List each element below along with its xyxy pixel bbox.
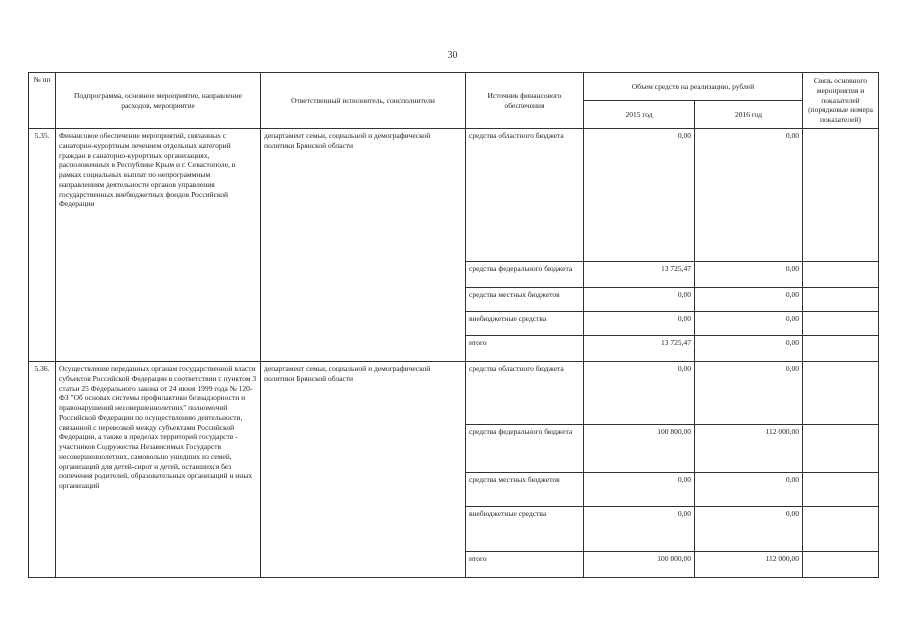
- indicator-link: [803, 362, 879, 425]
- section-number: 5.36.: [29, 362, 56, 578]
- header-year-2015: 2015 год: [584, 101, 695, 129]
- funding-source: средства федерального бюджета: [466, 425, 584, 473]
- funding-source-total: итого: [466, 552, 584, 578]
- header-link: Связь основного мероприятия и показателей (порядковые номера показателей): [803, 73, 879, 129]
- indicator-link: [803, 336, 879, 362]
- indicator-link: [803, 312, 879, 336]
- indicator-link: [803, 507, 879, 552]
- value-2015: 0,00: [584, 312, 695, 336]
- header-year-2016: 2016 год: [695, 101, 803, 129]
- funding-source: средства местных бюджетов: [466, 288, 584, 312]
- indicator-link: [803, 425, 879, 473]
- value-2016: 0,00: [695, 129, 803, 262]
- funding-source: внебюджетные средства: [466, 507, 584, 552]
- funding-source: внебюджетные средства: [466, 312, 584, 336]
- total-2016: 0,00: [695, 336, 803, 362]
- value-2016: 0,00: [695, 288, 803, 312]
- indicator-link: [803, 129, 879, 262]
- indicator-link: [803, 262, 879, 288]
- funding-source: средства федерального бюджета: [466, 262, 584, 288]
- budget-table: [28, 72, 879, 578]
- section-title: Финансовое обеспечение мероприятий, связанных с санаторно-курортным лечением отдельных категорий граждан в санаторно-курортных организациях, расположенных в Республике Крым и г. Севастополе, в рамках социальных выплат по непрограммным направлениям деятельности органов управления государственных внебюджетных фондов Российской Федерации: [56, 129, 261, 362]
- value-2015: 0,00: [584, 288, 695, 312]
- header-program: Подпрограмма, основное мероприятие, направление расходов, мероприятие: [56, 73, 261, 129]
- value-2015: 0,00: [584, 473, 695, 507]
- header-executor: Ответственный исполнитель, соисполнители: [261, 73, 466, 129]
- value-2015: 0,00: [584, 507, 695, 552]
- header-no: № пп: [29, 73, 56, 129]
- section-number: 5.35.: [29, 129, 56, 362]
- indicator-link: [803, 552, 879, 578]
- funding-source: средства областного бюджета: [466, 129, 584, 262]
- header-volume: Объем средств на реализацию, рублей: [584, 73, 803, 101]
- funding-source: средства областного бюджета: [466, 362, 584, 425]
- value-2016: 0,00: [695, 473, 803, 507]
- header-source: Источник финансового обеспечения: [466, 73, 584, 129]
- table-row: [29, 129, 879, 262]
- value-2015: 13 725,47: [584, 262, 695, 288]
- indicator-link: [803, 473, 879, 507]
- value-2016: 0,00: [695, 507, 803, 552]
- value-2016: 0,00: [695, 362, 803, 425]
- value-2015: 0,00: [584, 362, 695, 425]
- total-2015: 13 725,47: [584, 336, 695, 362]
- value-2016: 112 000,00: [695, 425, 803, 473]
- funding-source: средства местных бюджетов: [466, 473, 584, 507]
- section-title: Осуществление переданных органам государственной власти субъектов Российской Федерации в соответствии с пунктом 3 статьи 25 Федерального закона от 24 июня 1999 года № 120-ФЗ "Об основах системы профилактики безнадзорности и правонарушений несовершеннолетних" полномочий Российской Федерации по осуществлению деятельности, связанной с перевозкой между субъектами Российской Федерации, а также в пределах территорий государств - участников Содружества Независимых Государств несовершеннолетних, самовольно ушедших из семей, организаций для детей-сирот и детей, оставшихся без попечения родителей, образовательных организаций и иных организаций: [56, 362, 261, 578]
- value-2015: 100 800,00: [584, 425, 695, 473]
- table-header: [29, 73, 879, 129]
- section-executor: департамент семьи, социальной и демографической политики Брянской области: [261, 362, 466, 578]
- section-executor: департамент семьи, социальной и демографической политики Брянской области: [261, 129, 466, 362]
- funding-source-total: итого: [466, 336, 584, 362]
- value-2016: 0,00: [695, 262, 803, 288]
- page-number: 30: [447, 50, 458, 61]
- table-row: [29, 362, 879, 425]
- total-2015: 100 800,00: [584, 552, 695, 578]
- total-2016: 112 000,00: [695, 552, 803, 578]
- value-2015: 0,00: [584, 129, 695, 262]
- value-2016: 0,00: [695, 312, 803, 336]
- indicator-link: [803, 288, 879, 312]
